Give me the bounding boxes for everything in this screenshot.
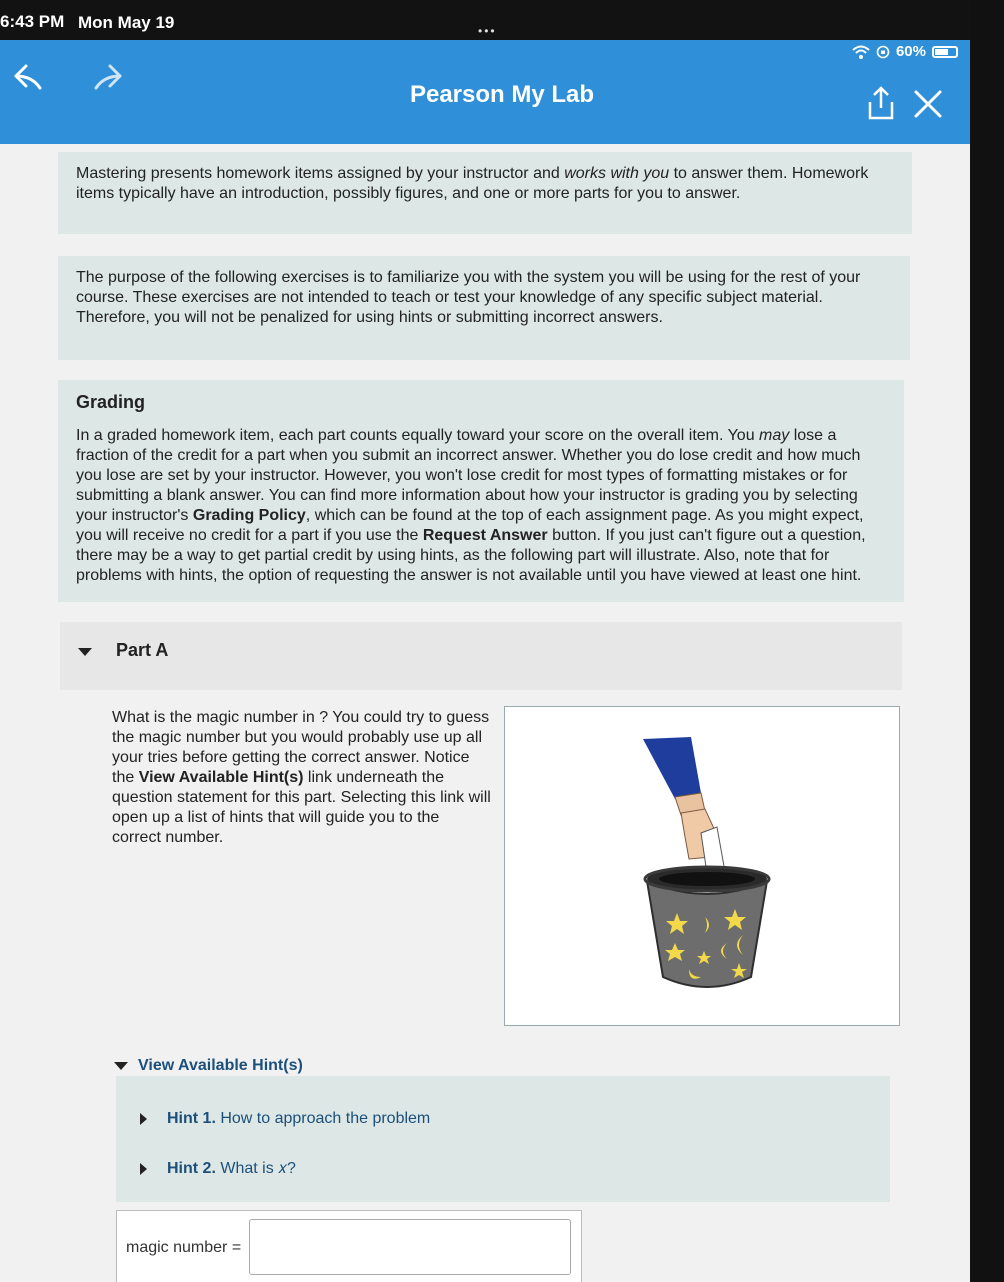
intro-text-a: Mastering presents homework items assigned by your instructor and xyxy=(76,165,565,182)
status-date: Mon May 19 xyxy=(78,13,175,32)
close-icon[interactable] xyxy=(908,84,948,124)
grading-text-1: In a graded homework item, each part counts equally toward your score on the overall item. You xyxy=(76,427,760,444)
grading-text-3: , which can be found at the top of each assignment page. As you might expect, you will receive no credit for a part if you use the xyxy=(76,507,864,544)
grading-heading: Grading xyxy=(76,392,146,412)
hint-2-number[interactable]: Hint 2. xyxy=(167,1160,216,1177)
intro-text-b: to answer them. Homework items typically have an introduction, possibly figures, and one or more parts for you to answer. xyxy=(76,165,869,202)
multitasking-dots[interactable]: ••• xyxy=(478,24,497,38)
expand-triangle-icon[interactable] xyxy=(140,1163,147,1175)
question-hint-term: View Available Hint(s) xyxy=(138,769,304,786)
grading-policy-term: Grading Policy xyxy=(192,507,306,524)
part-a-label: Part A xyxy=(116,640,169,660)
status-bar xyxy=(0,0,1004,44)
magic-hat-figure xyxy=(504,706,900,1026)
intro-text-emphasis: works with you xyxy=(564,165,670,182)
magic-hat-illustration xyxy=(505,707,899,1025)
grading-text xyxy=(76,426,886,586)
part-a-header[interactable] xyxy=(60,622,902,690)
grading-text-2: lose a fraction of the credit for a part when you submit an incorrect answer. Whether you do lose credit and how much you lose are set by your instructor. However, you won't lose credit for most types of formatting mistakes or for submitting a blank answer. You can find more information about how your instructor is grading you by selecting your instructor's xyxy=(76,427,861,524)
share-icon[interactable] xyxy=(864,84,898,124)
purpose-panel xyxy=(58,256,910,360)
grading-text-em: may xyxy=(759,427,790,444)
answer-label: magic number = xyxy=(126,1239,242,1256)
collapse-triangle-icon[interactable] xyxy=(78,648,92,656)
app-header xyxy=(0,40,970,144)
device-edge xyxy=(970,0,1004,1282)
hint-2-item[interactable] xyxy=(140,1160,296,1178)
question-text-2: link underneath the question statement for this part. Selecting this link will open up a list of hints that will guide you to the correct number. xyxy=(112,769,491,846)
grading-text-4: button. If you just can't figure out a question, there may be a way to get partial credit by using hints, as the following part will illustrate. Also, note that for problems with hints, the option of requesting the answer is not available until you have viewed at least one hint. xyxy=(76,527,866,584)
grading-panel xyxy=(58,380,904,602)
hints-triangle-icon[interactable] xyxy=(114,1062,128,1070)
battery-icon xyxy=(932,46,958,58)
answer-panel xyxy=(116,1210,582,1282)
expand-triangle-icon[interactable] xyxy=(140,1113,147,1125)
question-text xyxy=(112,708,492,848)
magic-number-input[interactable] xyxy=(249,1219,571,1275)
request-answer-term: Request Answer xyxy=(422,527,548,544)
hints-panel xyxy=(116,1076,890,1202)
hint-1-number[interactable]: Hint 1. xyxy=(167,1110,216,1127)
view-hints-link[interactable]: View Available Hint(s) xyxy=(138,1057,303,1074)
intro-panel xyxy=(58,152,912,234)
wifi-icon xyxy=(852,45,870,59)
hint-1-text[interactable]: How to approach the problem xyxy=(220,1110,431,1127)
page-title: Pearson My Lab xyxy=(409,81,595,108)
hint-1-item[interactable] xyxy=(140,1110,430,1128)
content-area xyxy=(0,144,970,1282)
question-text-1: What is the magic number in ? You could try to guess the magic number but you would probably use up all your tries before getting the correct answer. Notice the xyxy=(112,709,490,786)
purpose-text: The purpose of the following exercises is to familiarize you with the system you will be using for the rest of your course. These exercises are not intended to teach or test your knowledge of any specific subject material. Therefore, you will not be penalized for using hints or submitting incorrect answers. xyxy=(76,269,861,326)
hint-2-text[interactable]: What is 𝑥? xyxy=(220,1160,296,1177)
orientation-lock-icon xyxy=(876,45,890,59)
battery-percent: 60% xyxy=(895,43,926,60)
status-indicators xyxy=(852,43,958,60)
status-time: 6:43 PM xyxy=(0,12,65,31)
